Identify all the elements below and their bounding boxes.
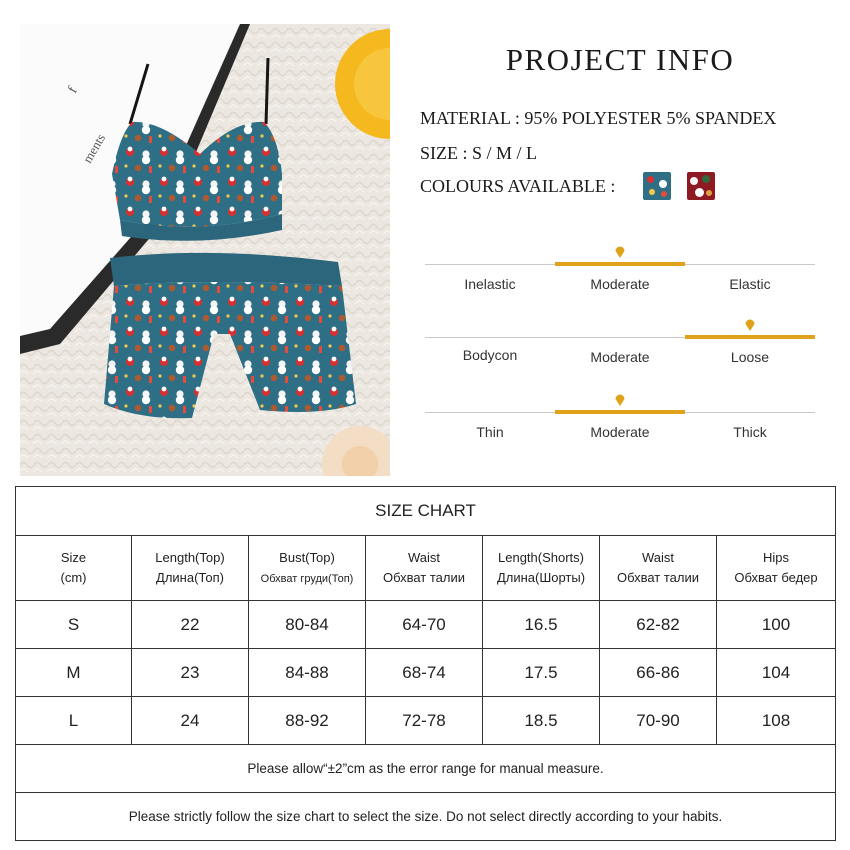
scale-label: Moderate [590,349,650,365]
column-header: Size (cm) [16,536,132,601]
scale-marker-icon [614,394,626,406]
column-header: Waist Обхват талии [366,536,483,601]
thickness-scale [425,398,815,448]
scale-label: Thin [476,424,504,440]
table-row [16,649,836,697]
svg-text:f: f [65,84,81,96]
scale-marker-icon [744,319,756,331]
fit-scale [425,323,815,373]
colour-swatch-teal[interactable] [643,172,671,200]
colours-label: COLOURS AVAILABLE : [420,176,616,196]
material-text: MATERIAL : 95% POLYESTER 5% SPANDEX [420,108,777,128]
table-cell: 108 [717,697,836,745]
table-cell: 62-82 [600,601,717,649]
table-cell: S [16,601,132,649]
table-cell: 22 [132,601,249,649]
scale-highlight [685,335,815,339]
table-row [16,697,836,745]
size-selection-note: Please strictly follow the size chart to select the size. Do not select directly according to your habits. [16,793,836,841]
table-cell: 80-84 [249,601,366,649]
table-cell: 66-86 [600,649,717,697]
project-info-title: PROJECT INFO [505,42,735,77]
scale-label: Loose [730,349,770,365]
scale-highlight [555,410,685,414]
column-header: Bust(Top) Обхват груди(Топ) [249,536,366,601]
size-text: SIZE : S / M / L [420,143,538,163]
column-header: Length(Top) Длина(Топ) [132,536,249,601]
table-cell: M [16,649,132,697]
measurement-note: Please allow“±2”cm as the error range for manual measure. [16,745,836,793]
scale-label: Elastic [729,276,771,292]
scale-label: Thick [733,424,767,440]
table-cell: 18.5 [483,697,600,745]
scale-label: Bodycon [462,347,518,363]
table-header-row [16,536,836,601]
table-cell: 72-78 [366,697,483,745]
table-cell: 64-70 [366,601,483,649]
table-row [16,601,836,649]
table-cell: 88-92 [249,697,366,745]
column-header: Length(Shorts) Длина(Шорты) [483,536,600,601]
table-cell: 17.5 [483,649,600,697]
table-cell: 100 [717,601,836,649]
table-cell: 24 [132,697,249,745]
column-header: Waist Обхват талии [600,536,717,601]
scale-label: Moderate [590,276,650,292]
table-cell: 104 [717,649,836,697]
table-cell: 16.5 [483,601,600,649]
scale-highlight [555,262,685,266]
table-cell: 84-88 [249,649,366,697]
table-cell: L [16,697,132,745]
scale-label: Inelastic [464,276,516,292]
table-cell: 23 [132,649,249,697]
product-photo [20,24,390,476]
elasticity-scale [425,250,815,300]
colour-swatch-red[interactable] [687,172,715,200]
scale-label: Moderate [590,424,650,440]
size-chart-title: SIZE CHART [16,487,836,536]
table-cell: 70-90 [600,697,717,745]
size-chart-table [15,486,836,841]
scale-marker-icon [614,246,626,258]
table-cell: 68-74 [366,649,483,697]
svg-text:ments: ments [79,131,109,166]
column-header: Hips Обхват бедер [717,536,836,601]
